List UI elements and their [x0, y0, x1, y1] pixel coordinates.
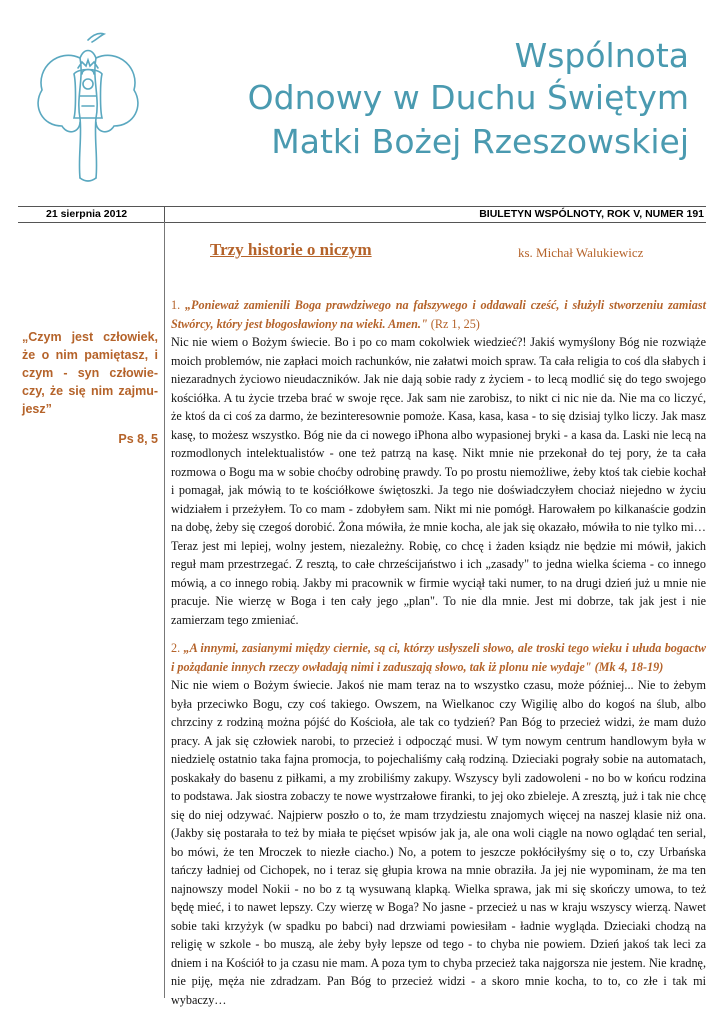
article-author: ks. Michał Walukiewicz [518, 245, 644, 260]
newsletter-title [248, 36, 689, 164]
title-line-3: Matki Bożej Rzeszowskiej [271, 122, 689, 161]
section-1-heading [171, 296, 706, 333]
bulletin-info: BIULETYN WSPÓLNOTY, ROK V, NUMER 191 [479, 208, 704, 220]
section-1-text: Nic nie wiem o Bożym świecie. Bo i po co mam cokolwiek wiedzieć?! Jakiś wymyślony Bóg nie rozwiąże moich problemów, nie zapłaci moich rachunków, nie załatwi moich spraw. Ta cała religia to coś dla słabych i niezaradnych życiowo nieudaczników. Jak nie dają sobie rady z życiem - to lecą modlić się do tego swojego kościółka. A tu życie trzeba brać w swoje ręce. Jak sam nie zarobisz, to nikt ci nic nie da. Nie ma co liczyć, że ktoś da ci coś za darmo, że bezinteresownie pomoże. Kasa, kasa, kasa - to się dzisiaj tylko liczy. Jak masz kasę, to możesz wszystko. Bóg nie da ci nowego iPhona albo wypasionej bryki - a kasa da. Laski nie lecą na rozmodlonych intelektualistów - one też patrzą na kasę. Nikt mnie nie przekonał do tej pory, że ta cała rozmowa o Bogu ma w sobie choćby odrobinę prawdy. To po prostu niemożliwe, żeby ktoś tak ciebie kochał i pomagał, jak mówią to te kościółkowe świętoszki. Ja tego nie doświadczyłem chociaż niejedno w życiu widziałem i przeżyłem. To co mam - zdobyłem sam. Nikt mi nie pomógł. Harowałem po kilkanaście godzin na dobę, żeby się czegoś dorobić. Żona mówiła, że mnie kocha, ale jak się okazało, mówiła to nie tylko mi… Teraz jest mi lepiej, wolny jestem, niezależny. Robię, co chcę i żaden ksiądz nie będzie mi mówił, jakich reguł mam przestrzegać. Z resztą, to całe chrześcijaństwo i ich „zasady" to jedna wielka ściema - co innego mówią, a co innego robią. Jakby mi pracownik w firmie wyciął taki numer, to na drugi dzień już u mnie nie pracuje. Nie wierzę w Boga i ten cały jego „plan". To nie dla mnie. Jest mi dobrze, tak jak jest i nie zamierzam tego zmieniać. [171, 335, 706, 627]
header-bottom-rule [18, 222, 706, 223]
section-1-ref: (Rz 1, 25) [430, 316, 480, 331]
community-logo [18, 18, 158, 188]
section-1-number: 1. [171, 298, 181, 312]
section-2-quote: „A innymi, zasianymi między ciernie, są ci, którzy usłyszeli słowo, ale troski tego wieku i ułuda bogactw i pożądanie innych rzeczy owładają nimi i zaduszają słowo, tak iż plonu nie wydaje" (Mk 4, 18-19) [171, 641, 706, 674]
section-2-heading [171, 639, 706, 676]
article-body [171, 296, 706, 1009]
title-line-2: Odnowy w Duchu Świętym [247, 78, 689, 117]
sidebar-quote: „Czym jest człowiek, że o nim pamiętasz, i czym - syn człowie-czy, że się nim zajmu-jesz” [22, 330, 158, 416]
section-2-number: 2. [171, 641, 181, 655]
column-divider [164, 222, 165, 998]
section-gap [171, 629, 706, 639]
article-title: Trzy historie o niczym [210, 240, 372, 259]
issue-date: 21 sierpnia 2012 [46, 208, 128, 220]
section-1-quote: „Ponieważ zamienili Boga prawdziwego na fałszywego i oddawali cześć, i służyli stworzeniu zamiast Stwórcy, który jest błogosławiony na wieki. Amen." [171, 298, 706, 331]
issue-bar-divider [164, 206, 165, 222]
title-line-1: Wspólnota [514, 36, 689, 75]
sidebar-quote-box [22, 328, 158, 448]
sidebar-quote-ref: Ps 8, 5 [118, 432, 158, 446]
issue-bar [18, 206, 706, 222]
section-2-text: Nic nie wiem o Bożym świecie. Jakoś nie mam teraz na to wszystko czasu, może później... Nie to żebym była przeciwko Bogu, czy coś takiego. Owszem, na Wielkanoc czy Wigilię albo do kogoś na ślub, albo chrzciny z rodziną można pójść do Kościoła, ale tak co tydzień? Pan Bóg to przecież widzi, że mam dużo pracy. A jak się człowiek narobi, to przecież i odpocząć musi. W tym nowym centrum handlowym była w niedzielę ostatnio taka fajna promocja, to pojechaliśmy całą rodziną. Dzieciaki pograły sobie na automatach, poskakały do basenu z piłkami, a my zrobiliśmy zakupy. Wszyscy byli zadowoleni - no bo w końcu rodzina to podstawa. Jak siostra zobaczy te nowe wystrzałowe firanki, to jej oko zbieleje. A zresztą, już i tak nie chcę się do niej odzywać. Najpierw poszło o to, że mam trzydziestu znajomych więcej na naszej klasie niż ona. (Jakby się postarała to też by miała te pięćset wpisów jak ja, ale ona woli ciągle na nowo oglądać ten serial, bo mówi, że ten Mroczek to niezłe ciacho.) No, a potem to jeszcze pokłóciłyśmy się o to, czy Urbańska tańczy ładniej od Cichopek, no i teraz się głupia krowa na mnie obraziła. Ja jej nie wypominam, że ma ten najnowszy model Nokii - no bo z tą wysuwaną klapką. Wielka sprawa, jak mi się skończy umowa, to też będę mieć, i to nawet lepszy. Czy wierzę w Boga? No jasne - przecież u nas w kraju wszyscy wierzą. Nawet sobie taki krzyżyk (w spadku po babci) nad drzwiami powiesiłam - ładnie wygląda. Dzieciaki chodzą na religię w szkole - bo muszą, ale żeby były lepsze od tego - to chyba nie powiem. Dzień jakoś tak leci za dniem i na Kościół to ja czasu nie mam. A poza tym to chyba przecież taka najgorsza nie jestem. Nie kradnę, nie piję, męża nie zdradzam. Pan Bóg to przecież widzi - a skoro mnie kocha, to to, co złe i tak mi wybaczy… [171, 678, 706, 1007]
